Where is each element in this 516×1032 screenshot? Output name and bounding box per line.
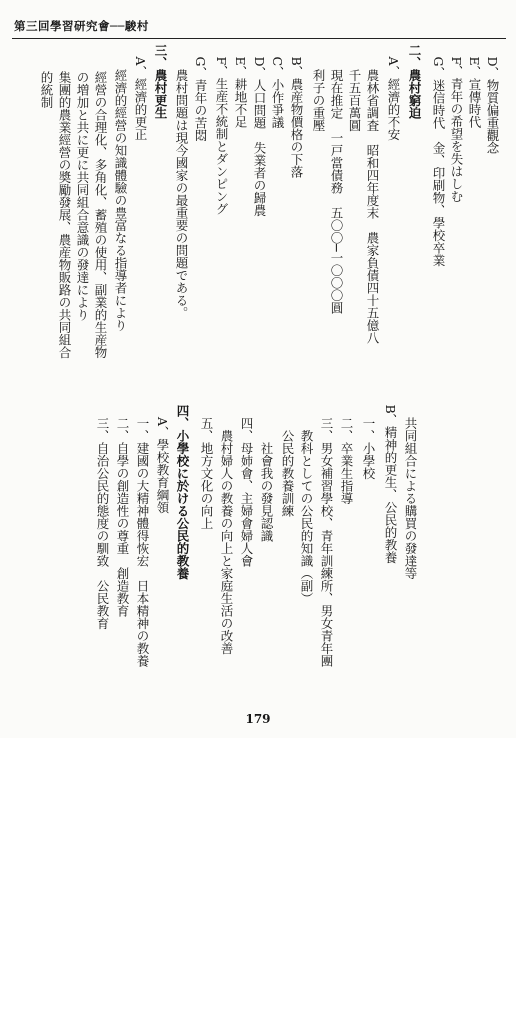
text-line: 二、卒業生指導 [339,392,354,505]
text-line: 現在推定 一戸當債務 五〇〇─一〇〇〇圓 [329,44,344,315]
text-line: 農村問題は現今國家の最重要の問題である。 [174,44,189,319]
text-line: 社會我の發見認識 [259,392,274,542]
text-line: D、人口問題 失業者の歸農 [252,44,267,217]
text-line: E、宣傳時代 [467,44,482,129]
text-line: 教科としての公民的知識（副） [299,392,314,605]
text-line: F、生産不統制とダンピング [214,44,229,216]
text-line: 農林省調査 昭和四年度末 農家負債四十五億八 [365,44,380,344]
text-line: 千五百萬圓 [347,44,362,132]
text-line: 三、男女補習學校、青年訓練所、男女青年團 [319,392,334,667]
text-line: 經營の合理化、多角化、蓄殖の使用、副業的生産物 [93,46,108,359]
text-line: 共同組合による購買の發達等 [403,392,418,580]
text-line: B、農産物價格の下落 [289,44,304,179]
text-line: 四、母姉會、主婦會婦人會 [239,392,254,567]
text-line: D、物質偏重觀念 [485,44,500,155]
text-line: の増加と共に更に共同組合意識の發達により [75,46,90,321]
text-line: C、小作爭議 [270,44,285,129]
text-line: 一、小學校 [361,392,376,480]
text-line: 農村婦人の教養の向上と家庭生活の改善 [219,392,234,655]
header-rule [12,38,506,39]
text-line: 二、自學の創造性の尊重 創造教育 [115,392,130,617]
text-line: 三、自治公民的態度の馴致 公民教育 [95,392,110,630]
text-line: 五、地方文化の向上 [199,392,214,530]
text-line: 集團的農業經營の奬勵發展、農産物販路の共同組合 [57,46,72,359]
text-line: A、學校教育綱領 [155,392,170,514]
text-line: 公民的教養訓練 [280,392,295,517]
text-line: G、迷信時代 金、印刷物、學校卒業 [431,44,446,267]
page-number: 179 [245,712,271,726]
text-line: B、精神的更生、公民的教養 [383,392,398,564]
text-line: A、經濟的更正 [133,44,148,141]
text-line: F、青年の希望を失はしむ [449,44,464,203]
section-heading: 二、農村窮迫 [407,44,422,119]
text-line: G、青年の苦悶 [193,44,208,142]
text-line: 的統制 [39,46,54,109]
text-line: 經濟的經營の知識體驗の豊富なる指導者により [113,44,128,332]
text-line: A、經濟的不安 [386,44,401,141]
text-line: 利子の重壓 [311,44,326,132]
section-heading: 三、農村更生 [153,44,168,119]
running-header: 第三回學習研究會──駿村 [14,19,149,33]
text-line: 一、建國の大精神體得恢宏 日本精神の教養 [135,392,150,667]
section-heading: 四、小學校に於ける公民的教養 [175,392,190,580]
text-line: E、耕地不足 [233,44,248,129]
